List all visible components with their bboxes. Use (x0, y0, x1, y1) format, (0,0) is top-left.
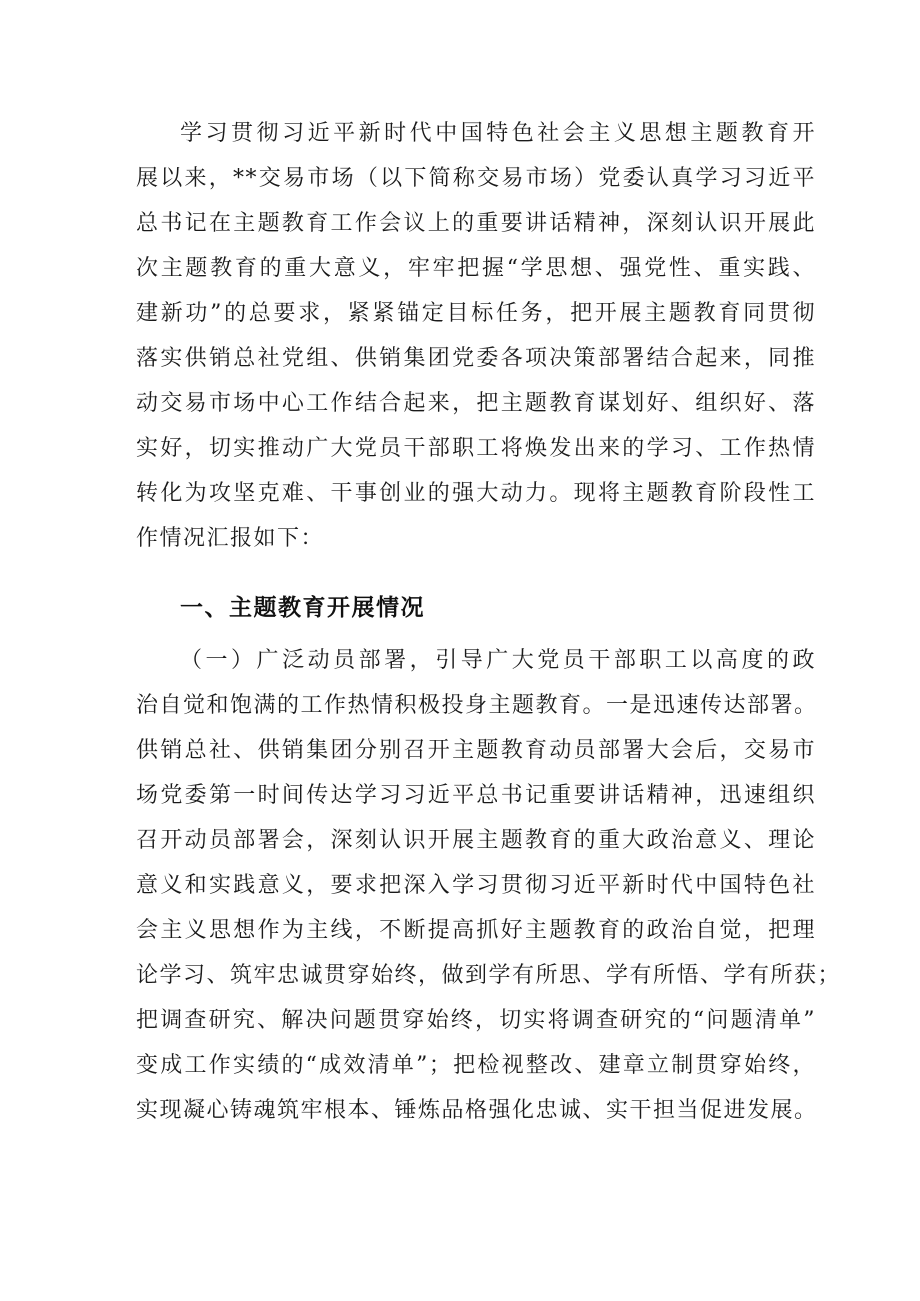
text-line: 实现凝心铸魂筑牢根本、锤炼品格强化忠诚、实干担当促进发展。 (136, 1098, 818, 1123)
section-heading: 一、主题教育开展情况 (180, 595, 425, 621)
text-line: 治自觉和饱满的工作热情积极投身主题教育。一是迅速传达部署。 (136, 693, 818, 718)
text-line: 意义和实践意义，要求把深入学习贯彻习近平新时代中国特色社 (136, 873, 816, 898)
text-line: 变成工作实绩的“成效清单”；把检视整改、建章立制贯穿始终， (136, 1053, 816, 1078)
text-line: 实好，切实推动广大党员干部职工将焕发出来的学习、工作热情 (136, 436, 816, 461)
text-line: 次主题教育的重大意义，牢牢把握“学思想、强党性、重实践、 (136, 256, 816, 281)
text-line: 场党委第一时间传达学习习近平总书记重要讲话精神，迅速组织 (136, 783, 816, 808)
text-line: 作情况汇报如下： (136, 526, 325, 551)
text-line: 把调查研究、解决问题贯穿始终，切实将调查研究的“问题清单” (136, 1008, 816, 1033)
text-line: 供销总社、供销集团分别召开主题教育动员部署大会后，交易市 (136, 738, 816, 763)
text-line: （一）广泛动员部署，引导广大党员干部职工以高度的政 (180, 648, 816, 673)
text-line: 总书记在主题教育工作会议上的重要讲话精神，深刻认识开展此 (136, 211, 816, 236)
paragraph-intro (136, 111, 816, 561)
text-line: 论学习、筑牢忠诚贯穿始终，做到学有所思、学有所悟、学有所获； (136, 963, 842, 988)
paragraph-section-one (136, 638, 842, 1133)
text-line: 转化为攻坚克难、干事创业的强大动力。现将主题教育阶段性工 (136, 481, 816, 506)
text-line: 动交易市场中心工作结合起来，把主题教育谋划好、组织好、落 (136, 391, 816, 416)
text-line: 落实供销总社党组、供销集团党委各项决策部署结合起来，同推 (136, 346, 816, 371)
text-line: 展以来，**交易市场（以下简称交易市场）党委认真学习习近平 (136, 166, 816, 191)
text-line: 学习贯彻习近平新时代中国特色社会主义思想主题教育开 (180, 121, 816, 146)
text-line: 召开动员部署会，深刻认识开展主题教育的重大政治意义、理论 (136, 828, 816, 853)
text-line: 会主义思想作为主线，不断提高抓好主题教育的政治自觉，把理 (136, 918, 816, 943)
text-line: 建新功”的总要求，紧紧锚定目标任务，把开展主题教育同贯彻 (136, 301, 816, 326)
